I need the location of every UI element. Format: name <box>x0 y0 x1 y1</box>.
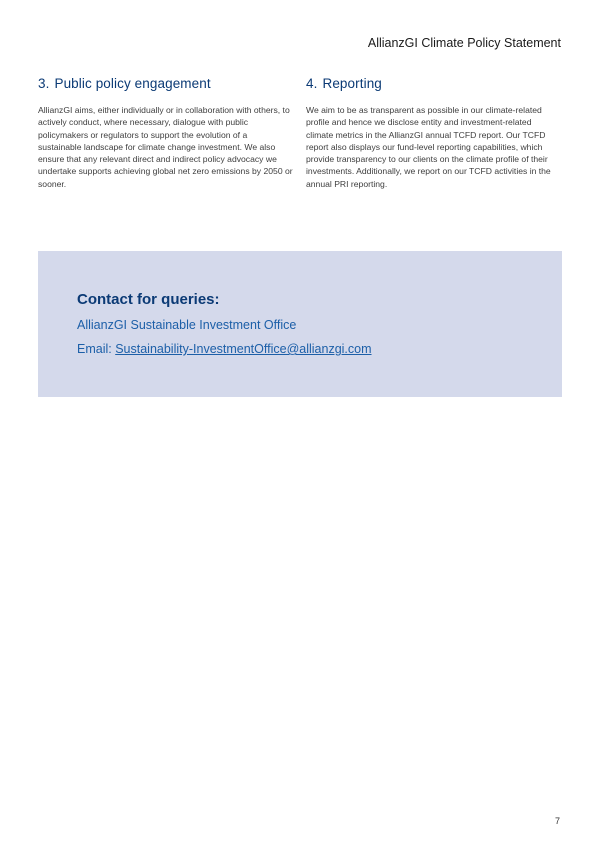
contact-office: AllianzGI Sustainable Investment Office <box>77 318 297 332</box>
section-title: Reporting <box>322 76 382 91</box>
section-heading <box>38 76 293 91</box>
section-body: We aim to be as transparent as possible in our climate-related profile and hence we disclose entity and investment-related climate metrics in the AllianzGI annual TCFD report. Our TCFD report also displays our fund-level reporting capabilities, which provide transparency to our clients on the climate profile of their investments. Additionally, we report on our TCFD activities in the annual PRI reporting. <box>306 105 551 189</box>
section-heading <box>306 76 561 91</box>
document-header-title: AllianzGI Climate Policy Statement <box>367 36 561 50</box>
page-number: 7 <box>554 816 560 826</box>
contact-box <box>38 251 562 397</box>
email-link[interactable]: Sustainability-InvestmentOffice@allianzgi.com <box>115 342 372 356</box>
section-number: 3. <box>38 76 50 91</box>
email-label: Email: <box>77 342 116 356</box>
section-number: 4. <box>306 76 318 91</box>
section-title: Public policy engagement <box>54 76 211 91</box>
contact-email-line <box>77 342 372 356</box>
contact-title: Contact for queries: <box>77 291 220 308</box>
section-reporting <box>306 76 561 190</box>
section-public-policy <box>38 76 293 190</box>
section-body: AllianzGI aims, either individually or in collaboration with others, to actively conduct, where necessary, dialogue with public policymakers or regulators to support the evolution of a sustainable landscape for climate change investment. We also ensure that any relevant direct and indirect policy advocacy we undertake supports achieving global net zero emissions by 2050 or sooner. <box>38 105 293 189</box>
